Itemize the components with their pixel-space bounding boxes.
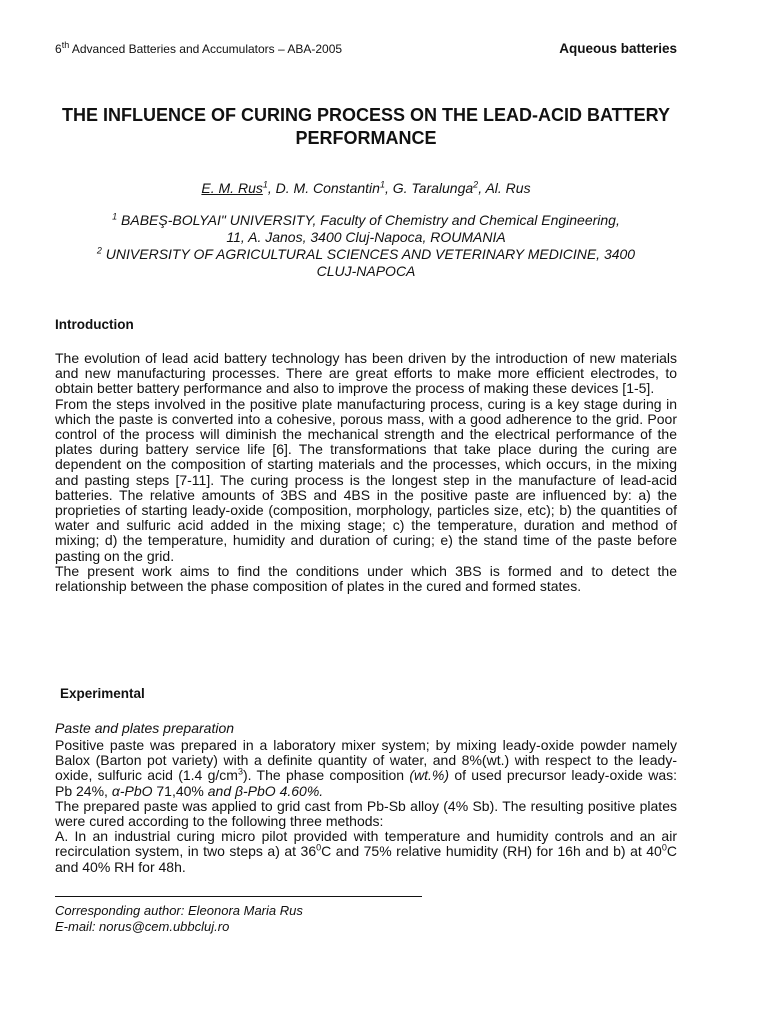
section-label: Aqueous batteries [559,41,677,56]
experimental-paragraph: The prepared paste was applied to grid cast from Pb-Sb alloy (4% Sb). The resulting positive plates were cured according to the following three methods: [55,797,677,830]
introduction-body [55,351,677,594]
intro-paragraph: The present work aims to find the conditions under which 3BS is formed and to detect the relationship between the phase composition of plates in the cured and formed states. [55,562,677,595]
author-email: E-mail: norus@cem.ubbcluj.ro [55,919,230,934]
conference-name: 6th Advanced Batteries and Accumulators – ABA-2005 [55,40,343,56]
experimental-paragraph: Positive paste was prepared in a laboratory mixer system; by mixing leady-oxide powder namely Balox (Barton pot variety) with a definite quantity of water, and 8%(wt.) with respect to the leady-oxide, sulfuric acid (1.4 $g/cm^3$). The phase composition (wt.%) of used precursor leady-oxide was: Pb 24%, α-PbO 71,40% and β-PbO 4.60%. [55,737,677,799]
footnote-divider [55,896,422,897]
author-list: E. M. Rus$^1$, D. M. Constantin$^1$, G. Taralunga$^2$, Al. Rus [201,179,531,196]
subsection-heading: Paste and plates preparation [55,720,235,736]
experimental-body [55,738,677,875]
footnote [55,903,303,935]
intro-paragraph: From the steps involved in the positive plate manufacturing process, curing is a key stage during in which the paste is converted into a cohesive, porous mass, with a good adherence to the grid. Poor control of the process will diminish the mechanical strength and the electrical performance of the plates during battery service life [6]. The transformations that take place during the curing are dependent on the composition of starting materials and the processes, which occurs, in the mixing and pasting steps [7-11]. The curing process is the longest step in the manufacture of lead-acid batteries. The relative amounts of 3BS and 4BS in the positive paste are influenced by: a) the proprieties of starting leady-oxide (composition, morphology, particles size, etc); b) the quantities of water and sulfuric acid added in the mixing stage; c) the temperature, duration and method of mixing; d) the temperature, humidity and duration of curing; e) the stand time of the paste before pasting on the grid. [55,395,677,564]
paper-title: THE INFLUENCE OF CURING PROCESS ON THE LEAD-ACID BATTERY PERFORMANCE [61,105,670,148]
experimental-heading: Experimental [60,686,145,701]
affiliations: $^1$ BABEŞ-BOLYAI" UNIVERSITY, Faculty of Chemistry and Chemical Engineering, 11, A. Janos, 3400 Cluj-Napoca, ROUMANIA $^2$ UNIVERSITY OF AGRICULTURAL SCIENCES AND VETERINARY MEDICINE, 3400 CLUJ-NAPOCA [96,211,636,279]
intro-paragraph: The evolution of lead acid battery technology has been driven by the introduction of new materials and new manufacturing processes. There are great efforts to make more efficient electrodes, to obtain better battery performance and also to improve the process of making these devices [1-5]. [55,350,677,397]
introduction-heading: Introduction [55,317,134,332]
experimental-paragraph: A. In an industrial curing micro pilot provided with temperature and humidity controls and an air recirculation system, in two steps a) at $36^0C$ and 75% relative humidity (RH) for 16h and b) at $40^0C$ and 40% RH for 48h. [55,828,677,875]
corresponding-author: Corresponding author: Eleonora Maria Rus [55,903,303,918]
